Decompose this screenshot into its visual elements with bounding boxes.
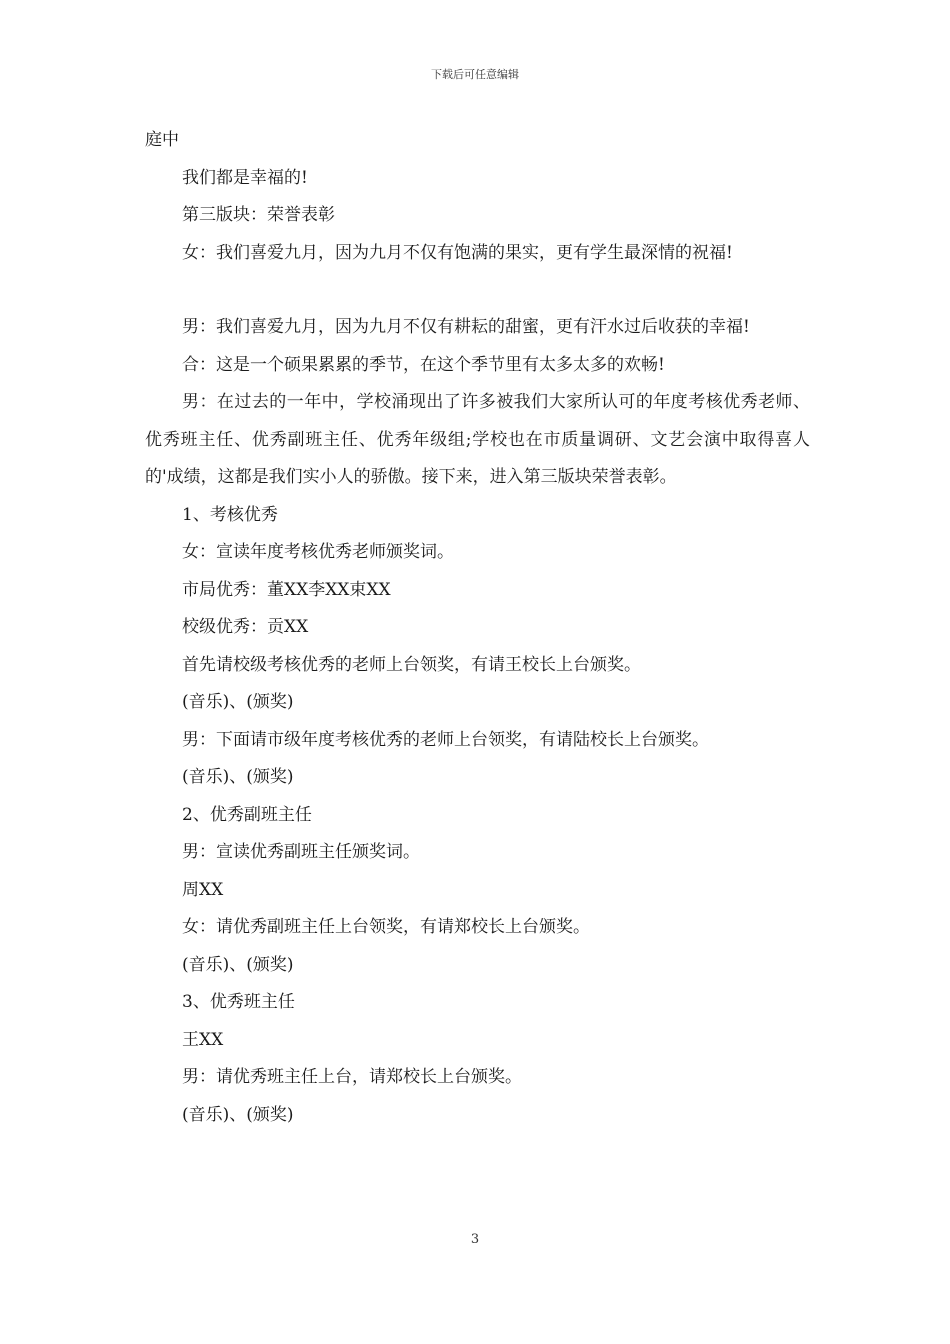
paragraph: 校级优秀：贡XX bbox=[182, 617, 309, 637]
paragraph: (音乐)、(颁奖) bbox=[182, 692, 294, 712]
subsection-heading: 1、考核优秀 bbox=[182, 504, 278, 525]
document-body bbox=[145, 122, 810, 1134]
paragraph: 女：请优秀副班主任上台领奖，有请郑校长上台颁奖。 bbox=[182, 917, 590, 937]
page-header: 下载后可任意编辑 bbox=[431, 68, 519, 81]
paragraph: 庭中 bbox=[145, 130, 179, 150]
subsection-heading: 2、优秀副班主任 bbox=[182, 804, 312, 825]
paragraph: 周XX bbox=[182, 879, 224, 900]
subsection-heading: 3、优秀班主任 bbox=[182, 992, 295, 1012]
paragraph: (音乐)、(颁奖) bbox=[182, 1104, 294, 1125]
paragraph: 王XX bbox=[182, 1029, 224, 1050]
paragraph: 合：这是一个硕果累累的季节，在这个季节里有太多太多的欢畅! bbox=[182, 354, 665, 375]
paragraph: 男：下面请市级年度考核优秀的老师上台领奖，有请陆校长上台颁奖。 bbox=[182, 729, 709, 750]
section-heading: 第三版块：荣誉表彰 bbox=[182, 205, 335, 225]
paragraph: 市局优秀：董XX李XX束XX bbox=[182, 579, 391, 600]
paragraph: 女：我们喜爱九月，因为九月不仅有饱满的果实，更有学生最深情的祝福! bbox=[182, 242, 733, 263]
paragraph: 男：我们喜爱九月，因为九月不仅有耕耘的甜蜜，更有汗水过后收获的幸福! bbox=[182, 317, 750, 337]
paragraph: (音乐)、(颁奖) bbox=[182, 954, 294, 975]
paragraph: 女：宣读年度考核优秀老师颁奖词。 bbox=[182, 542, 454, 562]
paragraph: 首先请校级考核优秀的老师上台领奖，有请王校长上台颁奖。 bbox=[182, 654, 641, 675]
paragraph: 我们都是幸福的! bbox=[182, 167, 308, 188]
paragraph: 男：在过去的一年中，学校涌现出了许多被我们大家所认可的年度考核优秀老师、优秀班主任、优秀副班主任、优秀年级组;学校也在市质量调研、文艺会演中取得喜人的'成绩，这都是我们实小人的骄傲。接下来，进入第三版块荣誉表彰。 bbox=[145, 392, 810, 487]
page-number: 3 bbox=[470, 1232, 480, 1247]
paragraph: 男：宣读优秀副班主任颁奖词。 bbox=[182, 842, 420, 862]
paragraph: (音乐)、(颁奖) bbox=[182, 767, 294, 787]
paragraph: 男：请优秀班主任上台，请郑校长上台颁奖。 bbox=[182, 1067, 522, 1087]
